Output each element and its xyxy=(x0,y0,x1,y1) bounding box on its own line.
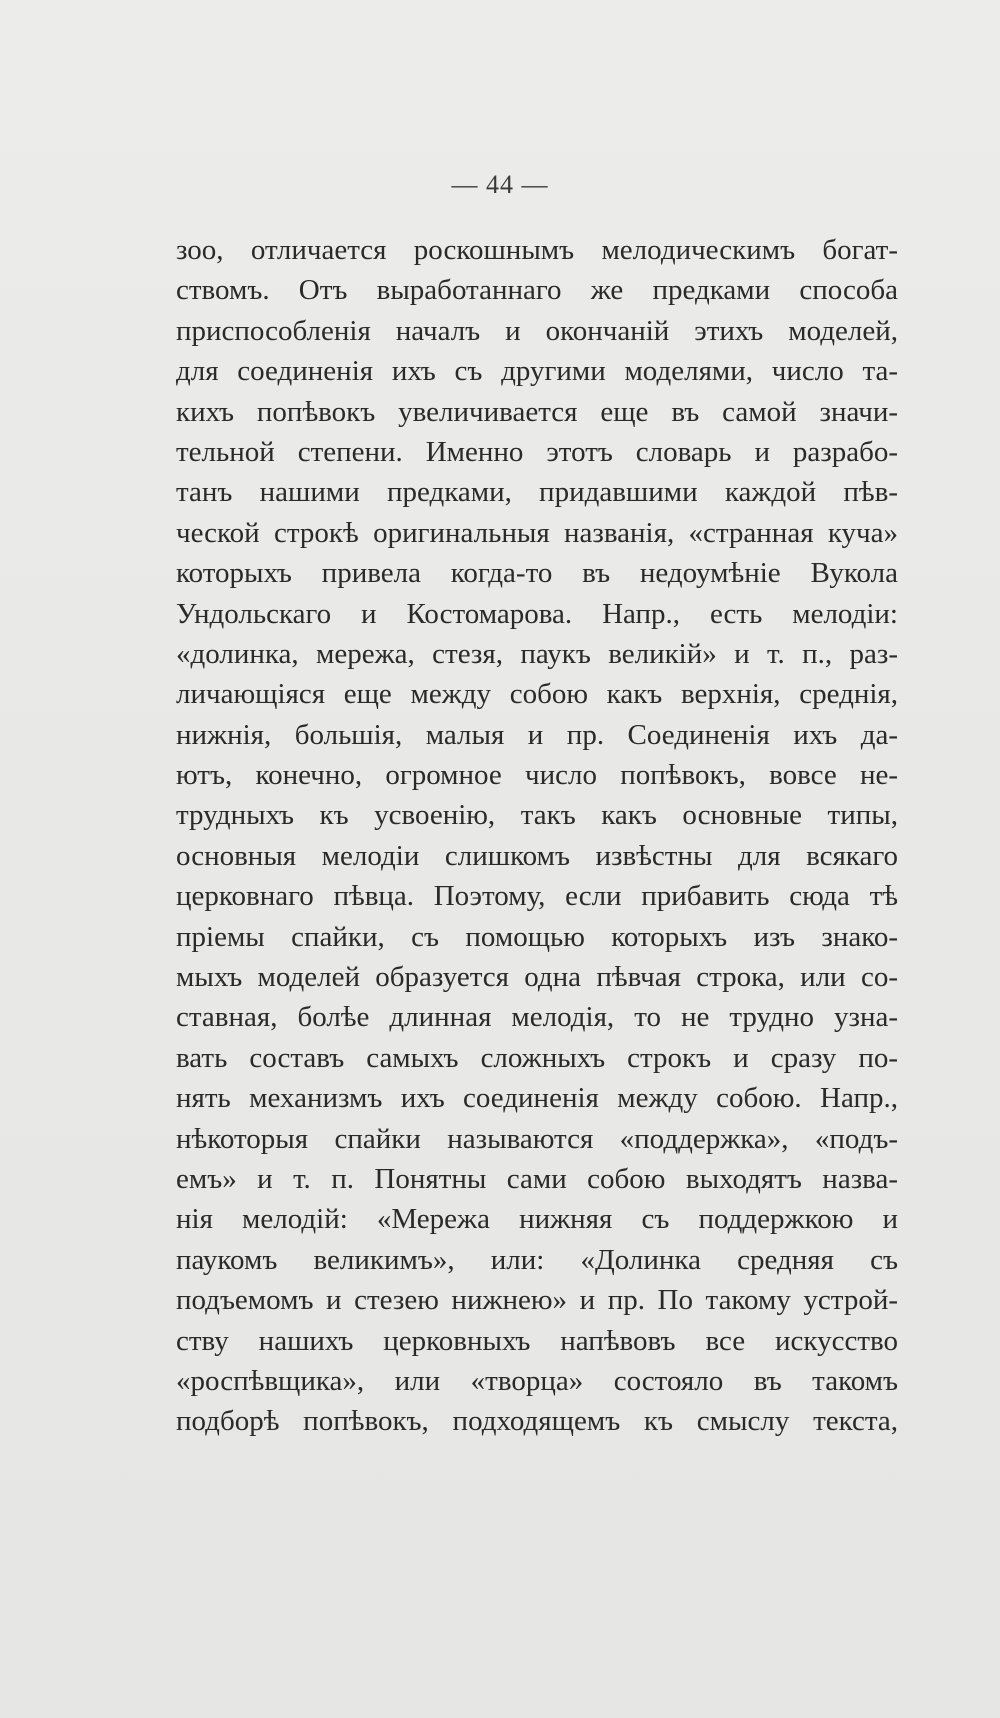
text-line: нія мелодій: «Мережа нижняя съ поддержкою и xyxy=(176,1203,898,1236)
page-number: — 44 — xyxy=(451,170,549,199)
text-line: танъ нашими предками, придавшими каждой пѣв- xyxy=(176,476,898,509)
text-line: ставная, болѣе длинная мелодія, то не трудно узна- xyxy=(176,1001,898,1034)
text-line: основныя мелодіи слишкомъ извѣстны для всякаго xyxy=(176,839,898,872)
text-line: нижнія, большія, малыя и пр. Соединенія ихъ да- xyxy=(176,718,898,751)
text-line: ческой строкѣ оригинальныя названія, «странная куча» xyxy=(176,516,898,549)
text-line: зоо, отличается роскошнымъ мелодическимъ богат- xyxy=(176,234,898,266)
text-line: кихъ попѣвокъ увеличивается еще въ самой значи- xyxy=(176,395,898,428)
text-line: ствомъ. Отъ выработаннаго же предками способа xyxy=(176,274,898,307)
text-line: ютъ, конечно, огромное число попѣвокъ, вовсе не- xyxy=(176,759,898,792)
text-line: подъемомъ и стезею нижнею» и пр. По такому устрой- xyxy=(176,1284,898,1317)
text-line: емъ» и т. п. Понятны сами собою выходятъ назва- xyxy=(176,1162,898,1195)
text-line: трудныхъ къ усвоенію, такъ какъ основные типы, xyxy=(176,799,898,832)
text-line: подборѣ попѣвокъ, подходящемъ къ смыслу текста, xyxy=(176,1405,898,1438)
text-line: нять механизмъ ихъ соединенія между собою. Напр., xyxy=(176,1082,898,1115)
body-text xyxy=(176,230,898,1442)
text-line: нѣкоторыя спайки называются «поддержка», «подъ- xyxy=(176,1122,898,1155)
text-line: ству нашихъ церковныхъ напѣвовъ все искусство xyxy=(176,1324,898,1357)
text-line: тельной степени. Именно этотъ словарь и разрабо- xyxy=(176,435,898,468)
text-line: «роспѣвщика», или «творца» состояло въ такомъ xyxy=(176,1364,898,1397)
text-line: мыхъ моделей образуется одна пѣвчая строка, или со- xyxy=(176,961,898,994)
text-line: «долинка, мережа, стезя, паукъ великій» и т. п., раз- xyxy=(176,637,898,670)
text-line: церковнаго пѣвца. Поэтому, если прибавить сюда тѣ xyxy=(176,880,898,913)
text-line: паукомъ великимъ», или: «Долинка средняя съ xyxy=(176,1243,898,1276)
text-line: личающіяся еще между собою какъ верхнія, среднія, xyxy=(176,678,898,711)
text-line: вать составъ самыхъ сложныхъ строкъ и сразу по- xyxy=(176,1041,898,1074)
text-line: которыхъ привела когда-то въ недоумѣніе Вукола xyxy=(176,557,898,590)
text-line: пріемы спайки, съ помощью которыхъ изъ знако- xyxy=(176,920,898,953)
text-line: приспособленія началъ и окончаній этихъ моделей, xyxy=(176,314,898,347)
text-line: Ундольскаго и Костомарова. Напр., есть мелодіи: xyxy=(176,597,898,630)
text-line: для соединенія ихъ съ другими моделями, число та- xyxy=(176,355,898,388)
